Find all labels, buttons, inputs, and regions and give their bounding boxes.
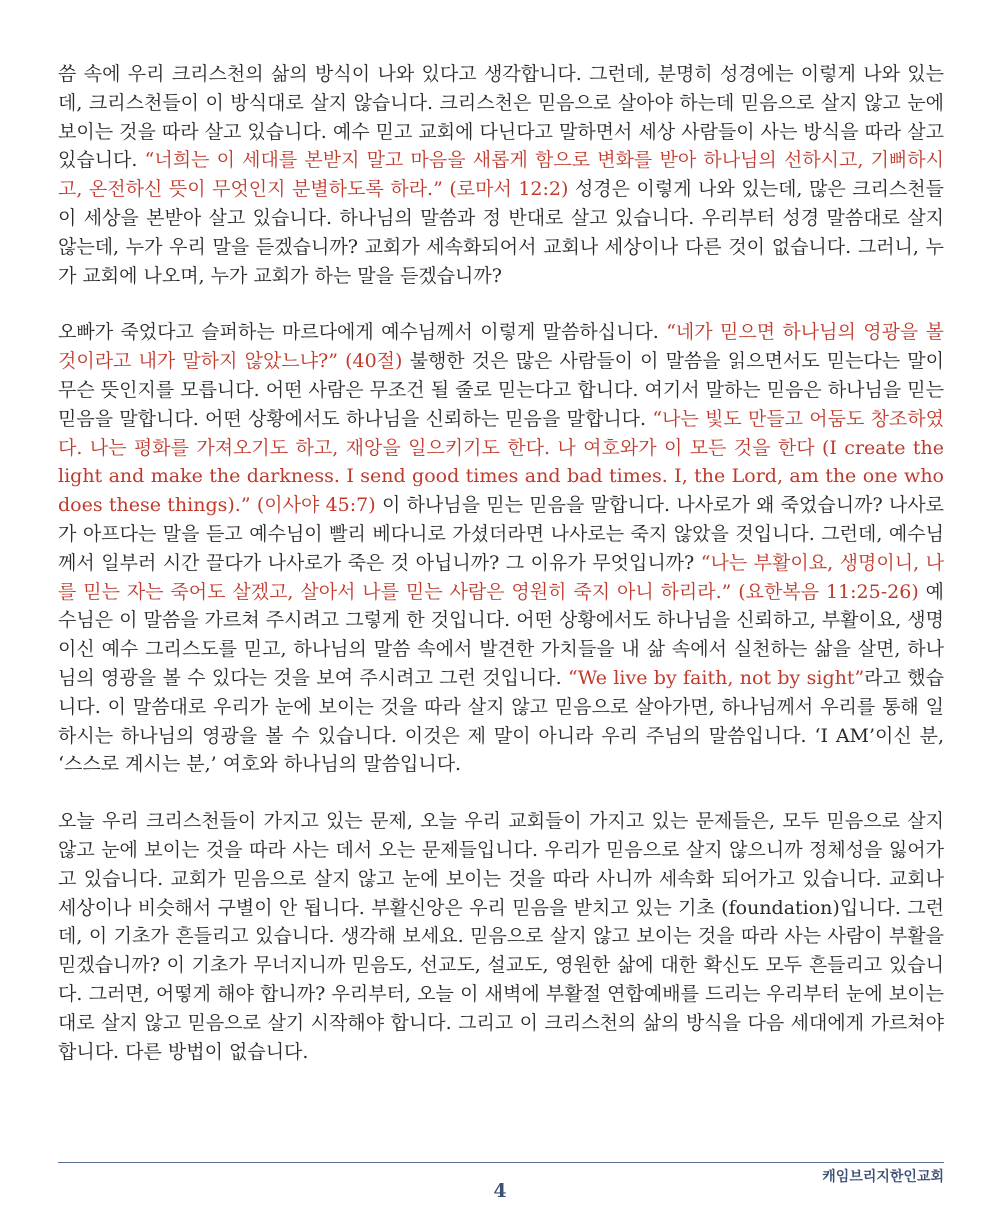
paragraph-3 [58,807,944,1066]
page-body [58,60,944,1066]
paragraph-2-segment: “네가 믿으면 하나님의 영광을 볼 것이라고 내가 말하지 않았느냐?” (40절) [58,321,944,373]
paragraph-2 [58,318,944,779]
church-name: 캐임브리지한인교회 [822,1169,944,1185]
paragraph-3-segment: 오늘 우리 크리스천들이 가지고 있는 문제, 오늘 우리 교회들이 가지고 있는 문제들은, 모두 믿음으로 살지 않고 눈에 보이는 것을 따라 사는 데서 오는 문제들입니다. 우리가 믿음으로 살지 않으니까 정체성을 잃어가고 있습니다. 교회가 믿음으로 살지 않고 눈에 보이는 것을 따라 사니까 세속화 되어가고 있습니다. 교회나 세상이나 비슷해서 구별이 안 됩니다. 부활신앙은 우리 믿음을 받치고 있는 기초 (foundation)입니다. 그런데, 이 기초가 흔들리고 있습니다. 생각해 보세요. 믿음으로 살지 않고 보이는 것을 따라 사는 사람이 부활을 믿겠습니까? 이 기초가 무너지니까 믿음도, 선교도, 설교도, 영원한 삶에 대한 확신도 모두 흔들리고 있습니다. 그러면, 어떻게 해야 합니까? 우리부터, 오늘 이 새벽에 부활절 연합예배를 드리는 우리부터 눈에 보이는 대로 살지 않고 믿음으로 살기 시작해야 합니다. 그리고 이 크리스천의 삶의 방식을 다음 세대에게 가르쳐야 합니다. 다른 방법이 없습니다. [58,810,944,1063]
paragraph-2-segment: 예수님은 이 말씀을 가르쳐 주시려고 그렇게 한 것입니다. 어떤 상황에서도 하나님을 신뢰하고, 부활이요, 생명이신 예수 그리스도를 믿고, 하나님의 말씀 속에서 발견한 가치들을 내 삶 속에서 실천하는 삶을 살면, 하나님의 영광을 볼 수 있다는 것을 보여 주시려고 그런 것입니다. [58,580,944,689]
page-number: 4 [493,1180,507,1202]
paragraph-2-segment: “나는 부활이요, 생명이니, 나를 믿는 자는 죽어도 살겠고, 살아서 나를 믿는 사람은 영원히 죽지 아니 하리라.” (요한복음 11:25-26) [58,551,944,603]
paragraph-1 [58,60,944,290]
footer-divider [58,1162,944,1163]
paragraph-2-segment: “나는 빛도 만들고 어둠도 창조하였다. 나는 평화를 가져오기도 하고, 재앙을 일으키기도 한다. 나 여호와가 이 모든 것을 한다 (I create the light and make the darkness. I send good times and bad times. I, the Lord, am the one who does these things).” (이사야 45:7) [58,407,944,517]
paragraph-2-segment: 오빠가 죽었다고 슬퍼하는 마르다에게 예수님께서 이렇게 말씀하십니다. [58,321,667,344]
paragraph-2-segment: 불행한 것은 많은 사람들이 이 말씀을 읽으면서도 믿는다는 말이 무슨 뜻인지를 모릅니다. 어떤 사람은 무조건 될 줄로 믿는다고 합니다. 여기서 말하는 믿음은 하나님을 믿는 믿음을 말합니다. 어떤 상황에서도 하나님을 신뢰하는 믿음을 말합니다. [58,350,944,430]
paragraph-2-segment: 이 하나님을 믿는 믿음을 말합니다. 나사로가 왜 죽었습니까? 나사로가 아프다는 말을 듣고 예수님이 빨리 베다니로 가셨더라면 나사로는 죽지 않았을 것입니다. 그런데, 예수님께서 일부러 시간 끌다가 나사로가 죽은 것 아닙니까? 그 이유가 무엇입니까? [58,494,944,574]
paragraph-1-segment: 씀 속에 우리 크리스천의 삶의 방식이 나와 있다고 생각합니다. 그런데, 분명히 성경에는 이렇게 나와 있는데, 크리스천들이 이 방식대로 살지 않습니다. 크리스천은 믿음으로 살아야 하는데 믿음으로 살지 않고 눈에 보이는 것을 따라 살고 있습니다. 예수 믿고 교회에 다닌다고 말하면서 세상 사람들이 사는 방식을 따라 살고 있습니다. [58,63,944,172]
paragraph-2-segment: 라고 했습니다. 이 말씀대로 우리가 눈에 보이는 것을 따라 살지 않고 믿음으로 살아가면, 하나님께서 우리를 통해 일하시는 하나님의 영광을 볼 수 있습니다. 이것은 제 말이 아니라 우리 주님의 말씀입니다. ‘I AM’이신 분, ‘스스로 계시는 분,’ 여호와 하나님의 말씀입니다. [58,666,944,776]
paragraph-1-segment: 성경은 이렇게 나와 있는데, 많은 크리스천들이 세상을 본받아 살고 있습니다. 하나님의 말씀과 정 반대로 살고 있습니다. 우리부터 성경 말씀대로 살지 않는데, 누가 우리 말을 듣겠습니까? 교회가 세속화되어서 교회나 세상이나 다른 것이 없습니다. 그러니, 누가 교회에 나오며, 누가 교회가 하는 말을 듣겠습니까? [58,178,944,287]
paragraph-1-segment: “너희는 이 세대를 본받지 말고 마음을 새롭게 함으로 변화를 받아 하나님의 선하시고, 기뻐하시고, 온전하신 뜻이 무엇인지 분별하도록 하라.” (로마서 12:2) [58,149,944,201]
paragraph-2-segment: “We live by faith, not by sight” [568,666,865,689]
